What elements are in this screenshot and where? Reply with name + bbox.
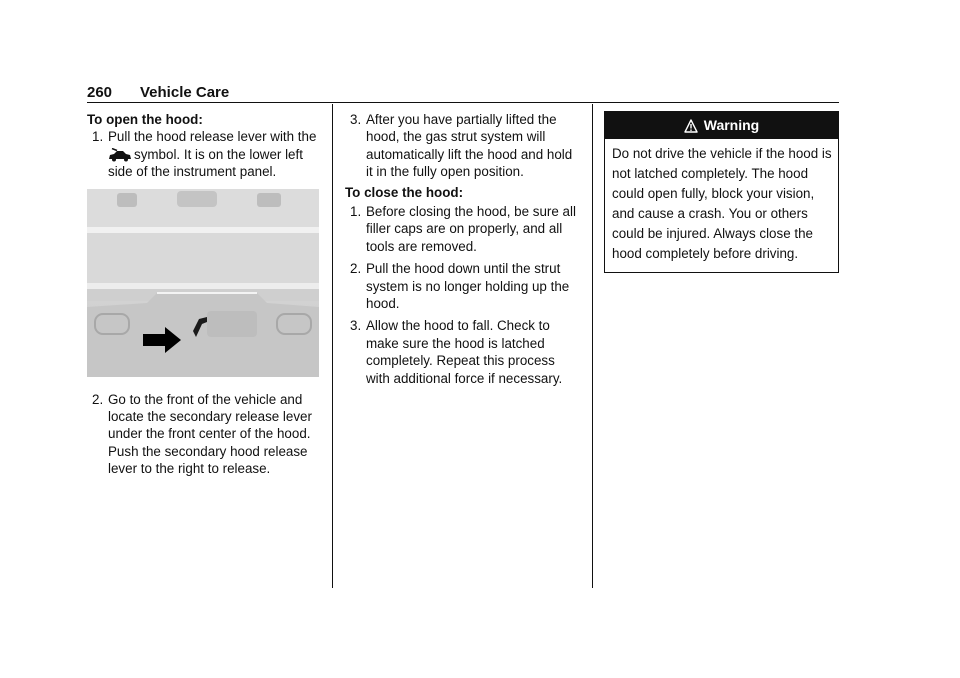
step-text: After you have partially lifted the hood, the gas strut system will automatically lift the hood and hold it in the fully open position. [366, 112, 573, 180]
step-number: 3. [350, 318, 362, 334]
step-text: Pull the hood release lever with the [108, 129, 317, 145]
page-number: 260 [87, 84, 113, 101]
column-1 [87, 111, 323, 483]
open-hood-steps-continued [87, 391, 323, 478]
step-text: Pull the hood down until the strut system is no longer holding up the hood. [366, 261, 570, 312]
warning-text: Do not drive the vehicle if the hood is not latched completely. The hood could open fully, block your vision, and cause a crash. You or others could be injured. Always close the hood completely before driving. [612, 146, 832, 261]
warning-triangle-icon [684, 119, 698, 133]
open-hood-steps [87, 128, 323, 180]
step-number: 1. [92, 129, 104, 145]
list-item [87, 391, 323, 478]
column-2 [345, 111, 581, 392]
step-text: Go to the front of the vehicle and locate the secondary release lever under the front center of the hood. Push the secondary hood release lever to the right to release. [108, 391, 312, 477]
step-number: 3. [350, 112, 362, 127]
column-divider [592, 104, 593, 588]
column-3 [604, 111, 839, 273]
step-text: Allow the hood to fall. Check to make sure the hood is latched completely. Repeat this process with additional force if necessary. [366, 318, 563, 386]
step-number: 2. [92, 391, 104, 407]
warning-title: Warning [703, 116, 760, 133]
list-item [345, 317, 581, 387]
list-item [345, 260, 581, 312]
section-title: Vehicle Care [140, 84, 230, 101]
list-item [345, 111, 581, 181]
step-text: Before closing the hood, be sure all filler caps are on properly, and all tools are removed. [366, 204, 576, 254]
step-number: 1. [350, 204, 362, 220]
step-number: 2. [350, 261, 362, 277]
step-text-continued: symbol. It is on the lower left side of the instrument panel. [108, 146, 303, 180]
hood-release-car-icon [108, 148, 132, 162]
close-hood-steps [345, 203, 581, 387]
hood-release-lever-photo [87, 189, 319, 377]
column-divider [332, 104, 333, 588]
close-hood-heading: To close the hood: [345, 184, 464, 200]
warning-box [604, 111, 839, 273]
open-hood-heading: To open the hood: [87, 112, 203, 127]
list-item [87, 128, 323, 180]
open-hood-steps-final [345, 111, 581, 181]
page-header [87, 84, 839, 103]
warning-header [605, 112, 838, 139]
list-item [345, 203, 581, 255]
